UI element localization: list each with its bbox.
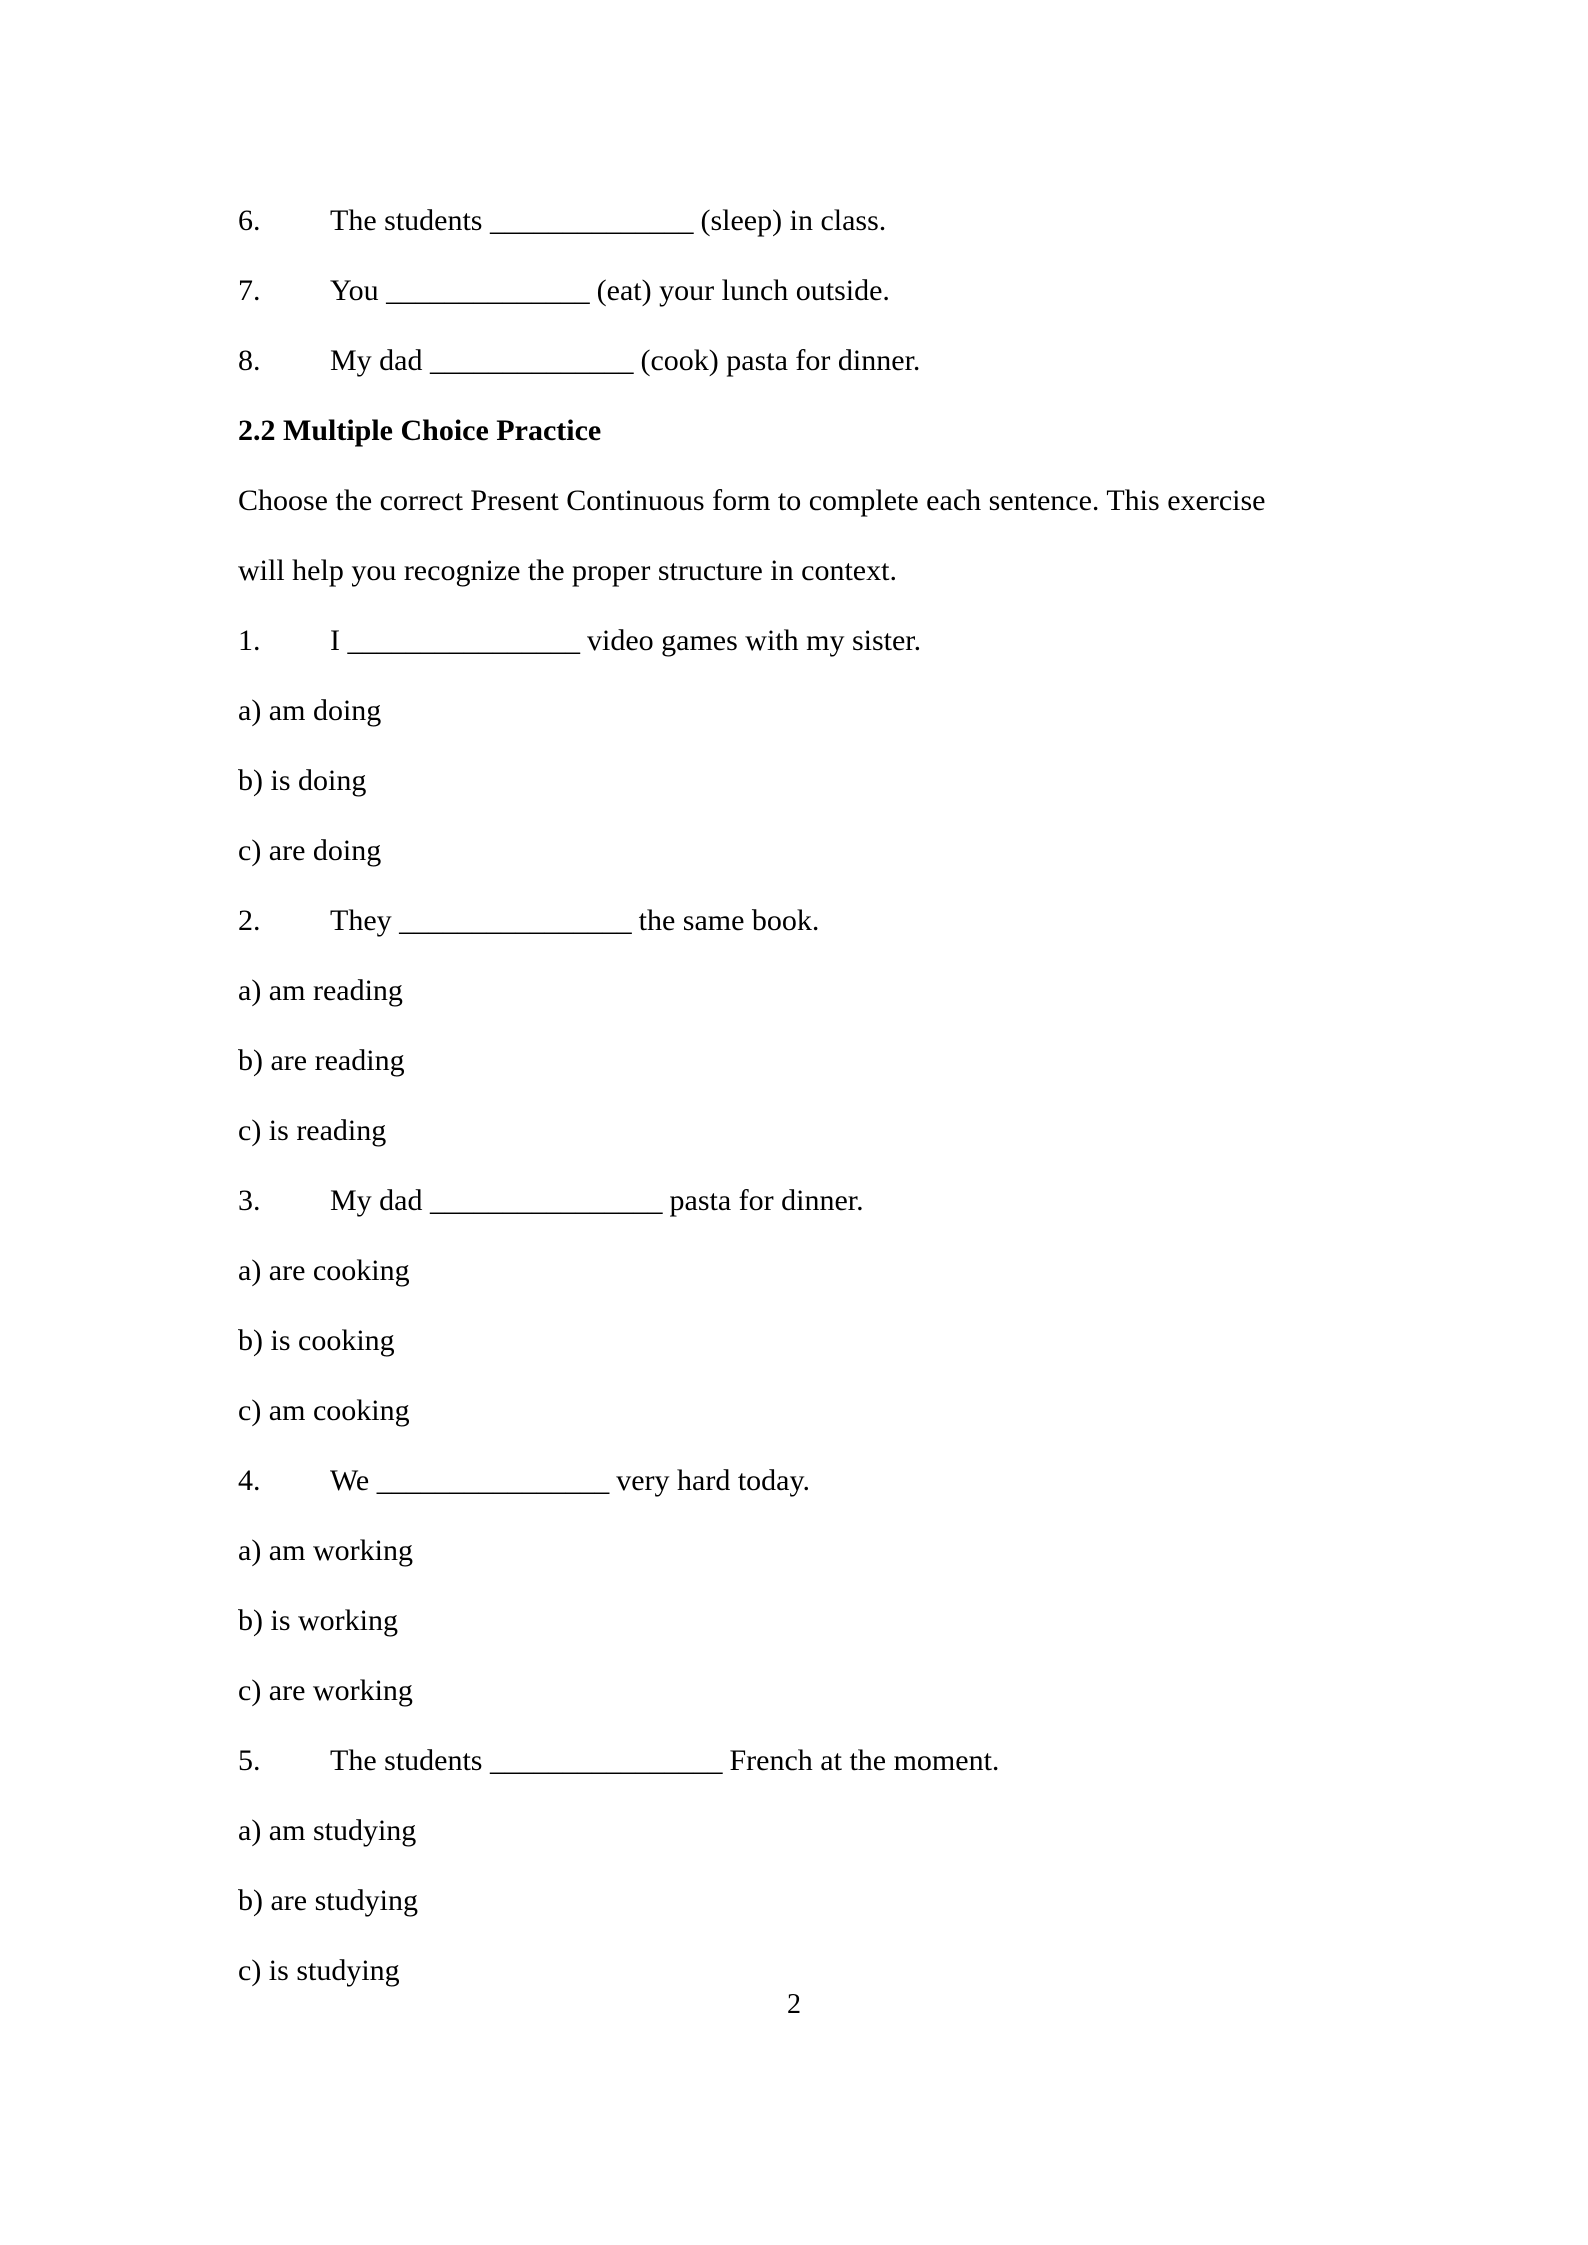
answer-blank[interactable]: ________________ bbox=[347, 624, 580, 657]
section-heading: 2.2 Multiple Choice Practice bbox=[238, 414, 602, 447]
sentence-after: video games with my sister. bbox=[579, 624, 922, 657]
mcq-option[interactable]: b) is cooking bbox=[238, 1324, 395, 1357]
mcq-option[interactable]: b) is working bbox=[238, 1604, 398, 1637]
item-sentence bbox=[330, 186, 886, 256]
mcq-question bbox=[238, 1726, 1310, 1796]
answer-blank[interactable]: ______________ bbox=[489, 204, 693, 237]
page-content bbox=[238, 186, 1310, 2006]
mcq-option[interactable]: a) are cooking bbox=[238, 1254, 410, 1287]
sentence-after: the same book. bbox=[631, 904, 820, 937]
answer-blank[interactable]: ________________ bbox=[489, 1744, 722, 1777]
item-number: 7. bbox=[238, 274, 261, 307]
question-sentence bbox=[330, 886, 819, 956]
question-number: 4. bbox=[238, 1464, 261, 1497]
fill-blank-item bbox=[238, 326, 1310, 396]
mcq-option[interactable]: c) are doing bbox=[238, 834, 382, 867]
mcq-question bbox=[238, 606, 1310, 676]
mcq-option[interactable]: a) am working bbox=[238, 1534, 413, 1567]
item-sentence bbox=[330, 326, 920, 396]
question-number: 2. bbox=[238, 904, 261, 937]
mcq-option[interactable]: a) am doing bbox=[238, 694, 382, 727]
sentence-before: You bbox=[330, 274, 387, 307]
question-sentence bbox=[330, 1446, 810, 1516]
mcq-option[interactable]: c) are working bbox=[238, 1674, 413, 1707]
answer-blank[interactable]: ______________ bbox=[386, 274, 590, 307]
mcq-question bbox=[238, 886, 1310, 956]
sentence-before: I bbox=[330, 624, 348, 657]
mcq-option[interactable]: c) is reading bbox=[238, 1114, 387, 1147]
sentence-after: (cook) pasta for dinner. bbox=[633, 344, 921, 377]
item-sentence bbox=[330, 256, 890, 326]
sentence-after: French at the moment. bbox=[721, 1744, 1000, 1777]
question-number: 1. bbox=[238, 624, 261, 657]
mcq-option[interactable]: b) are studying bbox=[238, 1884, 418, 1917]
sentence-before: The students bbox=[330, 1744, 490, 1777]
item-number: 8. bbox=[238, 344, 261, 377]
sentence-after: (sleep) in class. bbox=[692, 204, 887, 237]
question-number: 5. bbox=[238, 1744, 261, 1777]
question-sentence bbox=[330, 1726, 999, 1796]
mcq-option[interactable]: b) are reading bbox=[238, 1044, 405, 1077]
answer-blank[interactable]: ______________ bbox=[430, 344, 633, 377]
answer-blank[interactable]: ________________ bbox=[430, 1184, 662, 1217]
mcq-question bbox=[238, 1166, 1310, 1236]
mcq-option[interactable]: a) am studying bbox=[238, 1814, 417, 1847]
question-number: 3. bbox=[238, 1184, 261, 1217]
sentence-before: The students bbox=[330, 204, 490, 237]
section-intro-paragraph: Choose the correct Present Continuous form to complete each sentence. This exercise will help you recognize the proper structure in context. bbox=[238, 484, 1266, 587]
sentence-before: My dad bbox=[330, 1184, 430, 1217]
fill-blank-item bbox=[238, 186, 1310, 256]
mcq-option[interactable]: b) is doing bbox=[238, 764, 367, 797]
sentence-before: They bbox=[330, 904, 400, 937]
sentence-after: very hard today. bbox=[608, 1464, 811, 1497]
sentence-after: pasta for dinner. bbox=[662, 1184, 864, 1217]
sentence-after: (eat) your lunch outside. bbox=[589, 274, 890, 307]
item-number: 6. bbox=[238, 204, 261, 237]
answer-blank[interactable]: ________________ bbox=[376, 1464, 609, 1497]
page-number: 2 bbox=[787, 1989, 801, 2020]
sentence-before: We bbox=[330, 1464, 377, 1497]
question-sentence bbox=[330, 606, 921, 676]
answer-blank[interactable]: ________________ bbox=[399, 904, 632, 937]
question-sentence bbox=[330, 1166, 864, 1236]
mcq-option[interactable]: c) is studying bbox=[238, 1954, 400, 1987]
mcq-question bbox=[238, 1446, 1310, 1516]
sentence-before: My dad bbox=[330, 344, 430, 377]
mcq-option[interactable]: a) am reading bbox=[238, 974, 403, 1007]
mcq-option[interactable]: c) am cooking bbox=[238, 1394, 410, 1427]
fill-blank-item bbox=[238, 256, 1310, 326]
